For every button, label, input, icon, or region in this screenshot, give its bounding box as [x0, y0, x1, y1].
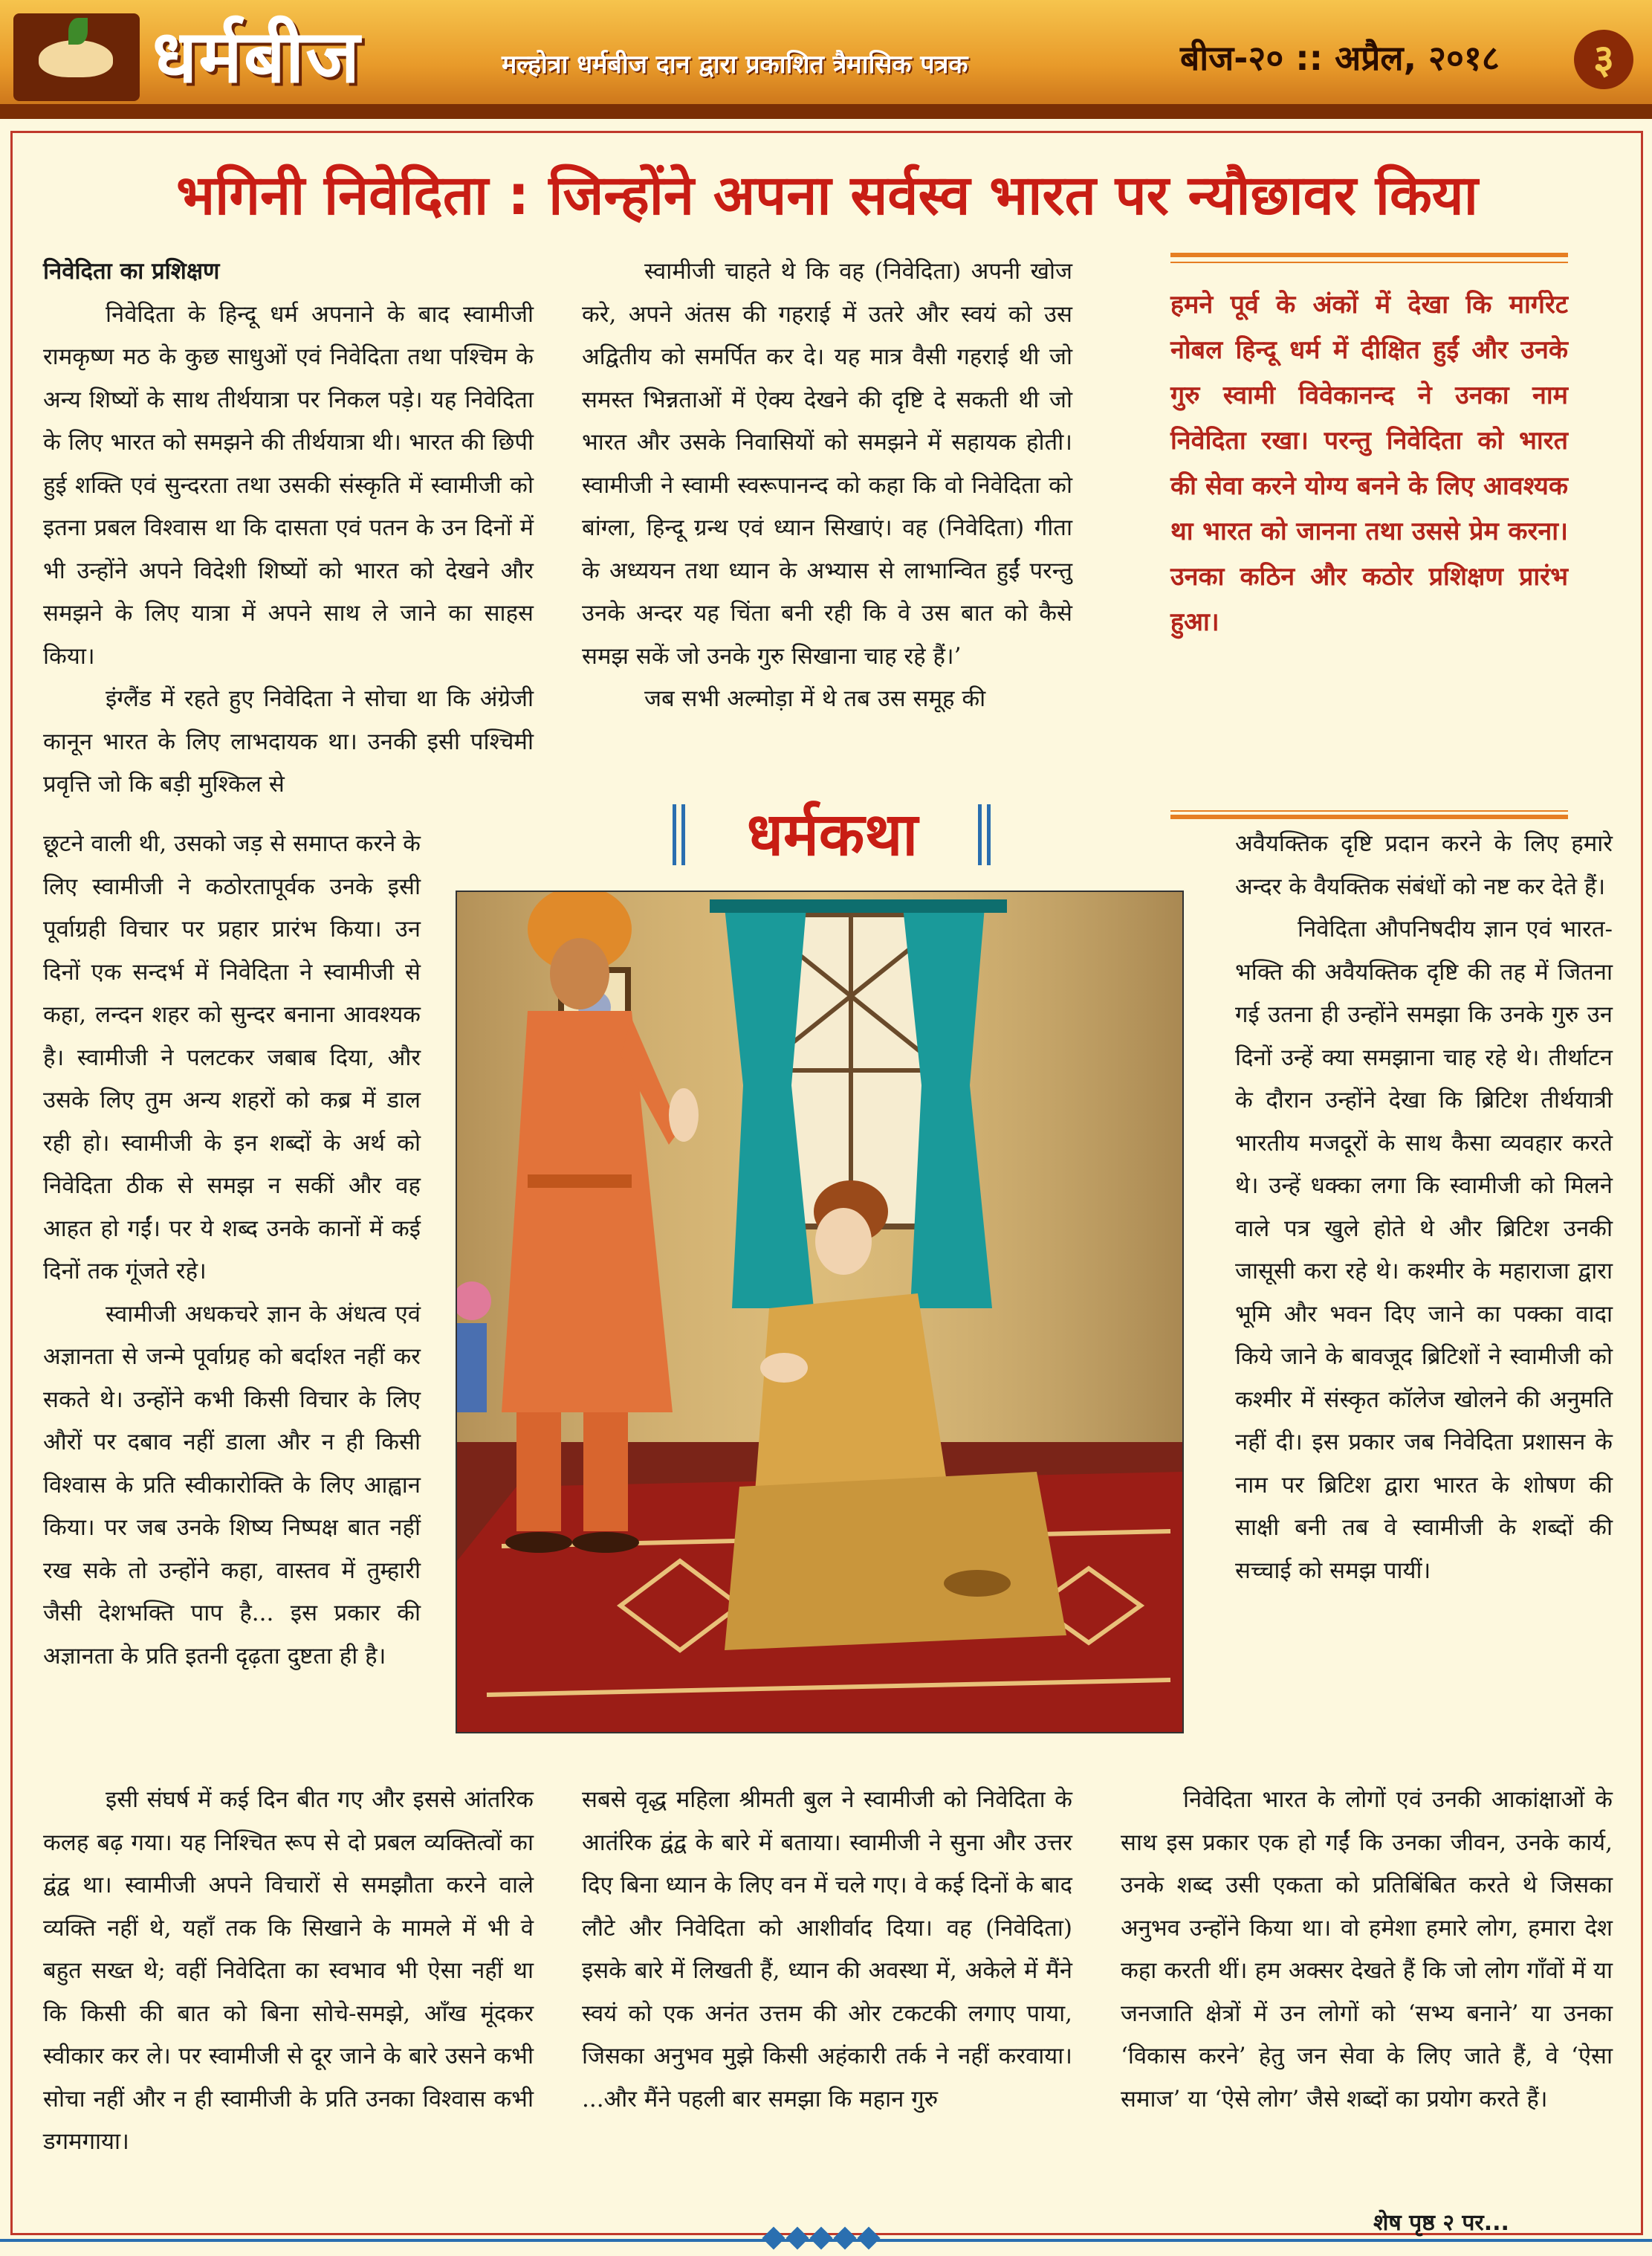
column-2-top	[582, 251, 1072, 721]
section-subheading: निवेदिता का प्रशिक्षण	[43, 258, 220, 285]
brand-name: धर्मबीज	[152, 15, 361, 100]
column-3-bottom	[1121, 1779, 1613, 2121]
curtain-rod	[710, 899, 1007, 913]
paragraph: जब सभी अल्मोड़ा में थे तब उस समूह की	[644, 685, 986, 712]
paragraph: छूटने वाली थी, उसको जड़ से समाप्त करने के लिए स्वामीजी ने कठोरतापूर्वक उनके इसी पूर्वाग्रही विचार पर प्रहार प्रारंभ किया। उन दिनों एक सन्दर्भ में निवेदिता ने स्वामीजी से कहा, लन्दन शहर को सुन्दर बनाना आवश्यक है। स्वामीजी ने पलटकर जबाब दिया, और उसके लिए तुम अन्य शहरों को कब्र में डाल रही हो। स्वामीजी के इन शब्दों के अर्थ को निवेदिता ठीक से समझ न सकीं और वह आहत हो गईं। पर ये शब्द उनके कानों में कई दिनों तक गूंजते रहे।	[43, 830, 421, 1284]
paragraph: निवेदिता के हिन्दू धर्म अपनाने के बाद स्वामीजी रामकृष्ण मठ के कुछ साधुओं एवं निवेदिता तथा पश्चिम के अन्य शिष्यों के साथ तीर्थयात्रा पर निकल पड़े। यह निवेदिता के लिए भारत को समझने की तीर्थयात्रा थी। भारत की छिपी हुई शक्ति एवं सुन्दरता तथा उसकी संस्कृति में स्वामीजी को इतना प्रबल विश्वास था कि दासता एवं पतन के उन दिनों में भी उन्होंने अपने विदेशी शिष्यों को भारत को देखने और समझने के लिए यात्रा में अपने साथ ले जाने का साहस किया।	[43, 300, 534, 670]
column-1-top	[43, 251, 534, 807]
seed-icon	[39, 40, 113, 77]
summary-rule	[1170, 262, 1568, 263]
vase	[457, 1323, 487, 1412]
issue-info: बीज-२० :: अप्रैल, २०१८	[1180, 38, 1500, 78]
masthead-band	[0, 104, 1652, 119]
tagline: मल्होत्रा धर्मबीज दान द्वारा प्रकाशित त्रैमासिक पत्रक	[502, 50, 968, 80]
paragraph: सबसे वृद्ध महिला श्रीमती बुल ने स्वामीजी को निवेदिता के आतंरिक द्वंद्व के बारे में बताया। स्वामीजी ने सुना और उत्तर दिए बिना ध्यान के लिए वन में चले गए। वे कई दिनों के बाद लौटे और निवेदिता को आशीर्वाद दिया। वह (निवेदिता) इसके बारे में लिखती हैं, ध्यान की अवस्था में, अकेले में मैंने स्वयं को एक अनंत उत्तम की ओर टकटकी लगाए पाया, जिसका अनुभव मुझे किसी अहंकारी तर्क ने नहीं करवाया। ...और मैंने पहली बार समझा कि महान गुरु	[582, 1786, 1072, 2113]
story-illustration	[456, 891, 1184, 1733]
section-bars-left	[673, 804, 687, 865]
section-label: धर्मकथा	[746, 800, 919, 869]
column-1-bottom	[43, 1779, 534, 2164]
paragraph: निवेदिता औपनिषदीय ज्ञान एवं भारत-भक्ति की अवैयक्तिक दृष्टि की तह में जितना गई उतना ही उन्होंने समझा कि उनके गुरु उन दिनों उन्हें क्या समझाना चाह रहे थे। तीर्थाटन के दौरान उन्होंने देखा कि ब्रिटिश तीर्थयात्री भारतीय मजदूरों के साथ कैसा व्यवहार करते थे। उन्हें धक्का लगा कि स्वामीजी को मिलने वाले पत्र खुले होते थे और ब्रिटिश उनकी जासूसी करा रहे थे। कश्मीर के महाराजा द्वारा भूमि और भवन दिए जाने का पक्का वादा किये जाने के बावजूद ब्रिटिशों ने स्वामीजी को कश्मीर में संस्कृत कॉलेज खोलने की अनुमति नहीं दी। इस प्रकार जब निवेदिता प्रशासन के नाम पर ब्रिटिश द्वारा भारत के शोषण की साक्षी बनी तब वे स्वामीजी के शब्दों की सच्चाई को समझ पायीं।	[1235, 916, 1613, 1584]
logo-icon	[13, 13, 140, 101]
continued-note: शेष पृष्ठ २ पर...	[1373, 2210, 1509, 2236]
paragraph: अवैयक्तिक दृष्टि प्रदान करने के लिए हमारे अन्दर के वैयक्तिक संबंधों को नष्ट कर देते हैं।	[1235, 830, 1613, 900]
column-2-bottom	[582, 1779, 1072, 2121]
summary-box: हमने पूर्व के अंकों में देखा कि मार्गरेट नोबल हिन्दू धर्म में दीक्षित हुईं और उनके गुरु स्वामी विवेकानन्द ने उनका नाम निवेदिता रखा। परन्तु निवेदिता को भारत की सेवा करने योग्य बनने के लिए आवश्यक था भारत को जानना तथा उससे प्रेम करना। उनका कठिन और कठोर प्रशिक्षण प्रारंभ हुआ।	[1170, 290, 1568, 637]
paragraph: स्वामीजी अधकचरे ज्ञान के अंधत्व एवं अज्ञानता से जन्मे पूर्वाग्रह को बर्दाश्त नहीं कर सकते थे। उन्होंने कभी किसी विचार के लिए औरों पर दबाव नहीं डाला और न ही किसी विश्वास के प्रति स्वीकारोक्ति के लिए आह्वान किया। पर जब उनके शिष्य निष्पक्ष बात नहीं रख सके तो उन्होंने कहा, वास्तव में तुम्हारी जैसी देशभक्ति पाप है... इस प्रकार की अज्ञानता के प्रति इतनी दृढ़ता दुष्टता ही है।	[43, 1300, 421, 1670]
paragraph: निवेदिता भारत के लोगों एवं उनकी आकांक्षाओं के साथ इस प्रकार एक हो गईं कि उनका जीवन, उनके कार्य, उनके शब्द उसी एकता को प्रतिबिंबित करते थे जिसका अनुभव उन्होंने किया था। वो हमेशा हमारे लोग, हमारा देश कहा करती थीं। हम अक्सर देखते हैं कि जो लोग गाँवों में या जनजाति क्षेत्रों में उन लोगों को ‘सभ्य बनाने’ या उनका ‘विकास करने’ हेतु जन सेवा के लिए जाते हैं, वे ‘ऐसा समाज’ या ‘ऐसे लोग’ जैसे शब्दों का प्रयोग करते हैं।	[1121, 1786, 1613, 2113]
paragraph: इसी संघर्ष में कई दिन बीत गए और इससे आंतरिक कलह बढ़ गया। यह निश्चित रूप से दो प्रबल व्यक्तित्वों का द्वंद्व था। स्वामीजी अपने विचारों से समझौता करने वाले व्यक्ति नहीं थे, यहाँ तक कि सिखाने के मामले में भी वे बहुत सख्त थे; वहीं निवेदिता का स्वभाव भी ऐसा नहीं था कि किसी की बात को बिना सोचे-समझे, आँख मूंदकर स्वीकार कर ले। पर स्वामीजी से दूर जाने के बारे उसने कभी सोचा नहीं और न ही स्वामीजी के प्रति उनका विश्वास कभी डगमगाया।	[43, 1786, 534, 2155]
page-number: ३	[1574, 30, 1633, 89]
summary-rule	[1170, 253, 1568, 257]
section-bars-right	[978, 804, 993, 865]
paragraph: स्वामीजी चाहते थे कि वह (निवेदिता) अपनी खोज करे, अपने अंतस की गहराई में उतरे और स्वयं को उस अद्वितीय को समर्पित कर दे। यह मात्र वैसी गहराई थी जो समस्त भिन्नताओं में ऐक्य देखने की दृष्टि दे सकती थी जो भारत और उसके निवासियों को समझने में सहायक होती। स्वामीजी ने स्वामी स्वरूपानन्द को कहा कि वो निवेदिता को बांग्ला, हिन्दू ग्रन्थ एवं ध्यान सिखाएं। वह (निवेदिता) गीता के अध्ययन तथा ध्यान के अभ्यास से लाभान्वित हुईं परन्तु उनके अन्दर यह चिंता बनी रही कि वे उस बात को कैसे समझ सकें जो उनके गुरु सिखाना चाह रहे हैं।’	[582, 258, 1072, 670]
summary-rule	[1170, 815, 1568, 819]
column-1-middle	[43, 823, 421, 1678]
article-title: भगिनी निवेदिता : जिन्होंने अपना सर्वस्व भारत पर न्यौछावर किया	[176, 164, 1478, 227]
paragraph: इंग्लैंड में रहते हुए निवेदिता ने सोचा था कि अंग्रेजी कानून भारत के लिए लाभदायक था। उनकी इसी पश्चिमी प्रवृत्ति जो कि बड़ी मुश्किल से	[43, 685, 534, 798]
summary-rule	[1170, 810, 1568, 812]
leaf-icon	[68, 18, 88, 45]
column-3-middle	[1235, 823, 1613, 1592]
